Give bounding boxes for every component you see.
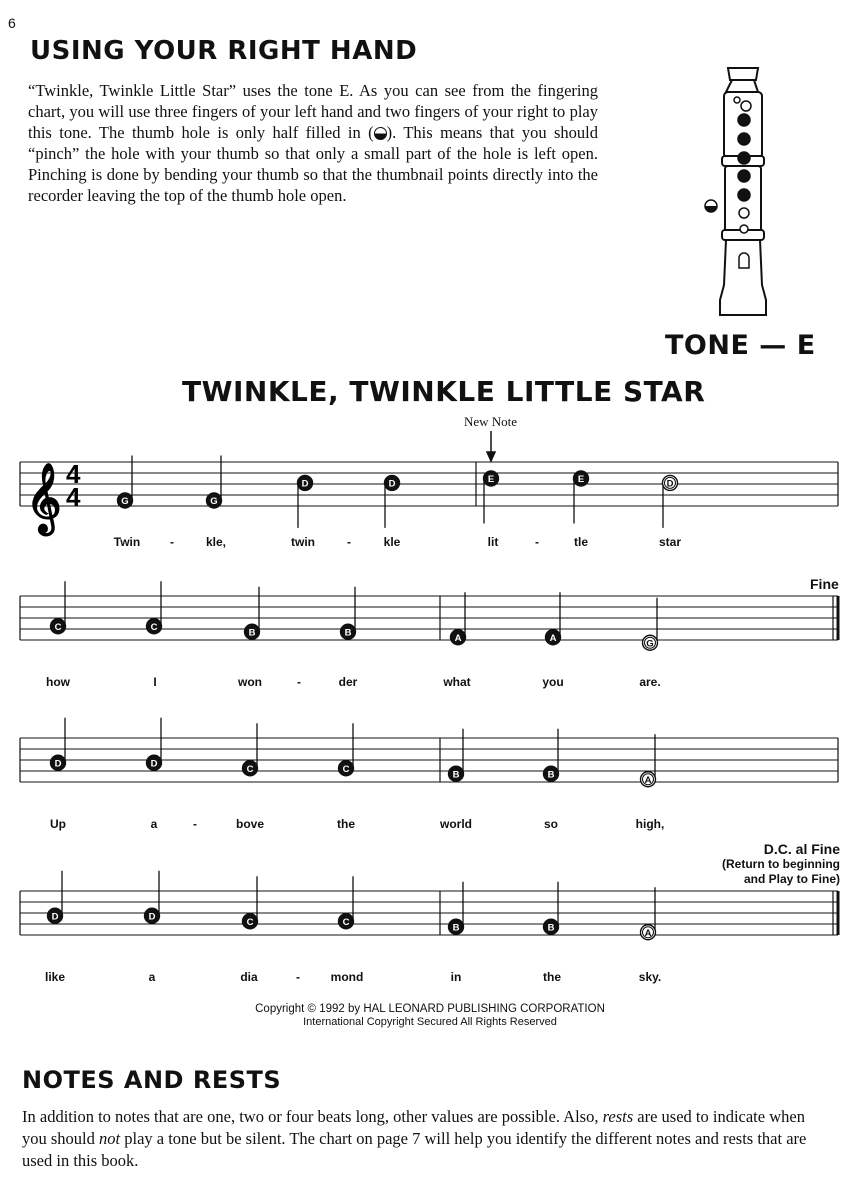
note-D <box>663 475 678 528</box>
lyric-syllable: kle <box>383 535 401 549</box>
staff-line-3 <box>20 718 838 787</box>
lyric-syllable: kle, <box>205 535 227 549</box>
recorder-mouthpiece <box>728 68 758 80</box>
note-letter: C <box>150 621 158 633</box>
lyric-syllable: are. <box>639 675 661 689</box>
note-letter: C <box>246 916 254 928</box>
lyric-syllable: won <box>238 675 262 689</box>
notes-text-3: play a tone but be silent. The chart on page 7 will help you identify the different notes and rests that are used in this book. <box>22 1129 807 1170</box>
note-letter: B <box>452 922 460 934</box>
finger-hole-4 <box>738 170 750 182</box>
note-letter: D <box>54 758 62 770</box>
note-letter: C <box>342 916 350 928</box>
note-G <box>207 456 222 509</box>
notes-text-1: In addition to notes that are one, two or four beats long, other values are possible. Also, <box>22 1107 603 1126</box>
thumb-hole-icon <box>705 200 717 212</box>
dc-al-fine-marking: D.C. al Fine <box>763 841 840 857</box>
treble-clef-icon: 𝄞 <box>26 464 62 531</box>
note-B <box>245 587 260 640</box>
lyric-syllable: sky. <box>638 970 662 984</box>
note-letter: E <box>487 474 495 485</box>
note-B <box>449 729 464 782</box>
note-D <box>145 871 160 924</box>
lyric-syllable: world <box>440 817 472 831</box>
lyric-syllable: how <box>46 675 70 689</box>
note-B <box>449 882 464 935</box>
lyric-syllable: in <box>450 970 462 984</box>
note-letter: A <box>644 774 652 786</box>
note-letter: G <box>210 496 218 507</box>
note-D <box>385 475 400 528</box>
note-D <box>298 475 313 528</box>
lyric-syllable: a <box>148 970 156 984</box>
lyric-syllable: a <box>150 817 158 831</box>
lyric-syllable: Up <box>50 817 66 831</box>
page-number: 6 <box>8 15 16 31</box>
note-letter: E <box>577 474 585 485</box>
note-letter: A <box>549 632 557 644</box>
copyright-line-2: International Copyright Secured All Rights Reserved <box>303 1016 557 1028</box>
note-letter: D <box>388 478 396 490</box>
staff-line-1 <box>20 456 838 537</box>
recorder-foot-joint <box>720 240 766 315</box>
copyright-line-1: Copyright © 1992 by HAL LEONARD PUBLISHING CORPORATION <box>255 1003 605 1015</box>
lyric-syllable: high, <box>635 817 665 831</box>
lyric-syllable: dia <box>240 970 258 984</box>
intro-text-2: ). This means that you should “pinch” the hole with your thumb so that only a small part of the hole is left open. Pinching is done by bending your thumb so that the thumbnail points directly into the recorder leaving the top of the thumb hole open. <box>28 123 598 205</box>
note-letter: G <box>646 638 654 650</box>
note-letter: C <box>246 763 254 775</box>
note-D <box>147 718 162 771</box>
notes-text-2: are used to indicate when you should <box>22 1107 805 1148</box>
note-letter: D <box>148 911 156 923</box>
note-letter: D <box>301 478 309 490</box>
finger-hole-2 <box>738 133 750 145</box>
note-B <box>544 729 559 782</box>
note-letter: B <box>452 769 460 781</box>
note-letter: C <box>54 621 62 633</box>
staff-line-4 <box>20 871 838 940</box>
new-note-label: New Note <box>464 414 518 429</box>
tone-label: TONE — E <box>665 330 816 361</box>
staff-line-2 <box>20 581 838 650</box>
lyric-syllable: mond <box>330 970 364 984</box>
note-G <box>118 456 133 509</box>
lyric-syllable: I <box>153 675 157 689</box>
note-letter: B <box>547 922 555 934</box>
finger-hole-1 <box>738 114 750 126</box>
new-note-arrow-icon <box>487 431 495 461</box>
lyric-syllable: - <box>535 535 539 549</box>
dc-instruction-line-1: (Return to beginning <box>722 857 840 871</box>
note-letter: B <box>248 627 256 639</box>
note-letter: D <box>150 758 158 770</box>
note-letter: G <box>121 496 129 507</box>
lyric-syllable: the <box>543 970 561 984</box>
note-D <box>48 871 63 924</box>
note-letter: B <box>344 627 352 639</box>
note-E <box>484 471 499 524</box>
finger-hole-5 <box>738 189 750 201</box>
time-signature-bottom: 4 <box>66 482 81 512</box>
lyric-syllable: - <box>193 817 197 831</box>
lyric-syllable: - <box>297 675 301 689</box>
lyric-syllable: bove <box>235 817 265 831</box>
note-letter: B <box>547 769 555 781</box>
lyric-syllable: Twin <box>113 535 141 549</box>
note-letter: D <box>666 478 674 490</box>
lyric-syllable: - <box>296 970 300 984</box>
note-D <box>51 718 66 771</box>
note-G <box>643 598 658 651</box>
lyric-syllable: you <box>542 675 564 689</box>
notes-rests-paragraph <box>22 1106 830 1172</box>
section-title-notes-rests: NOTES AND RESTS <box>22 1066 282 1094</box>
lyric-syllable: star <box>658 535 682 549</box>
note-B <box>544 882 559 935</box>
lyric-syllable: - <box>170 535 174 549</box>
lyric-syllable: what <box>443 675 471 689</box>
note-letter: A <box>454 632 462 644</box>
lyric-syllable: twin <box>291 535 315 549</box>
note-E <box>574 471 589 524</box>
note-letter: C <box>342 763 350 775</box>
lyric-syllable: like <box>44 970 66 984</box>
section-title-right-hand: USING YOUR RIGHT HAND <box>30 36 418 66</box>
notes-text-rests: rests <box>602 1107 634 1126</box>
song-title: TWINKLE, TWINKLE LITTLE STAR <box>182 375 706 408</box>
lyric-syllable: so <box>543 817 559 831</box>
finger-hole-3 <box>738 152 750 164</box>
note-B <box>341 587 356 640</box>
intro-text-1: “Twinkle, Twinkle Little Star” uses the tone E. As you can see from the fingering chart, you will use three fingers of your left hand and two fingers of your right to play this tone. The thumb hole is only half filled in ( <box>28 81 598 142</box>
note-letter: A <box>644 927 652 939</box>
lyric-syllable: lit <box>487 535 499 549</box>
lyric-syllable: der <box>338 675 358 689</box>
dc-instruction-line-2: and Play to Fine) <box>743 872 840 886</box>
lyric-syllable: tle <box>573 535 589 549</box>
notes-text-not: not <box>99 1129 121 1148</box>
time-signature-top: 4 <box>66 459 81 489</box>
lyric-syllable: - <box>347 535 351 549</box>
fine-marking: Fine <box>810 576 839 592</box>
lyric-syllable: the <box>337 817 355 831</box>
note-letter: D <box>51 911 59 923</box>
